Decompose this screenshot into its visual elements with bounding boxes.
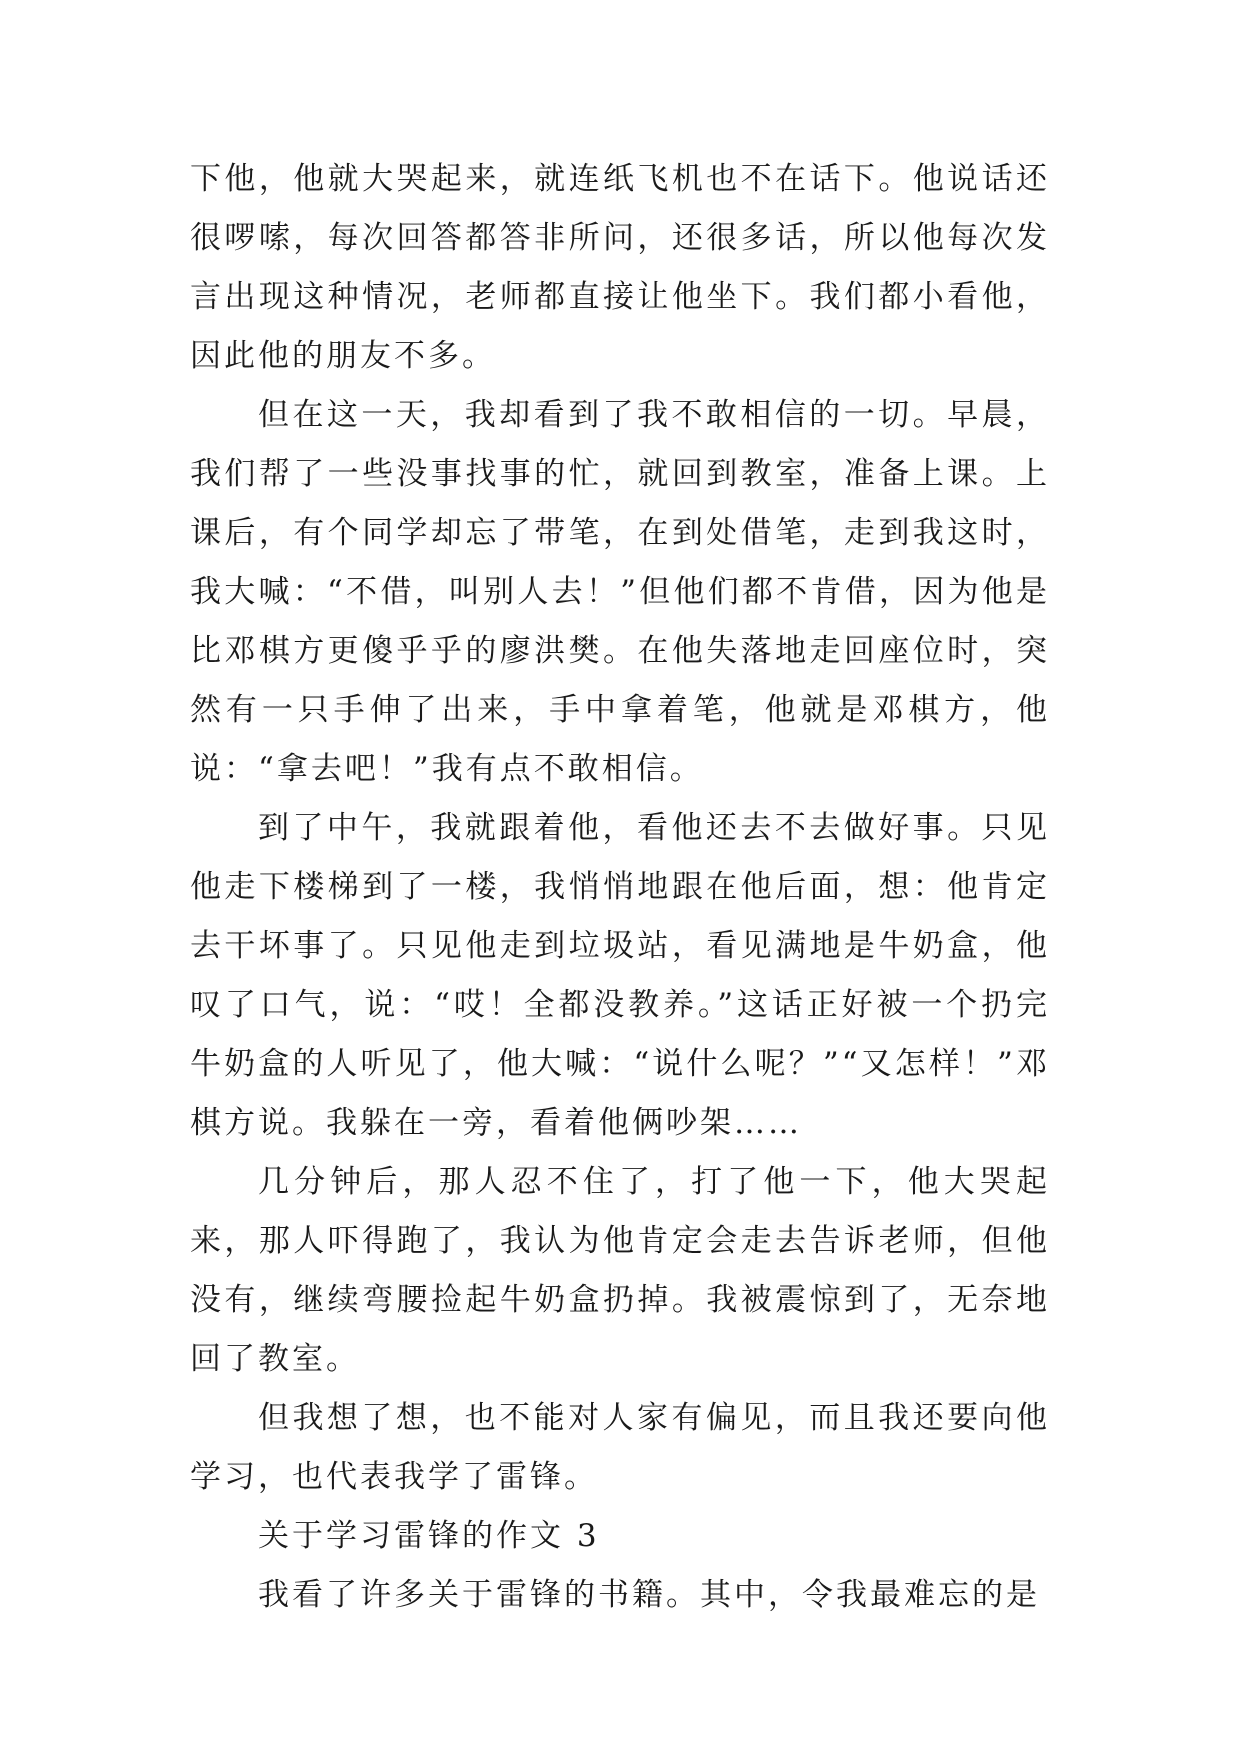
paragraph-3: 到了中午，我就跟着他，看他还去不去做好事。只见他走下楼梯到了一楼，我悄悄地跟在他后面，想：他肯定去干坏事了。只见他走到垃圾站，看见满地是牛奶盒，他叹了口气，说：“哎！全都没教养。”这话正好被一个扔完牛奶盒的人听见了，他大喊：“说什么呢？”“又怎样！”邓棋方说。我躲在一旁，看着他俩吵架……	[190, 810, 1050, 1141]
paragraph-2: 但在这一天，我却看到了我不敢相信的一切。早晨，我们帮了一些没事找事的忙，就回到教室，准备上课。上课后，有个同学却忘了带笔，在到处借笔，走到我这时，我大喊：“不借，叫别人去！”但他们都不肯借，因为他是比邓棋方更傻乎乎的廖洪樊。在他失落地走回座位时，突然有一只手伸了出来，手中拿着笔，他就是邓棋方，他说：“拿去吧！”我有点不敢相信。	[190, 397, 1050, 787]
section-heading: 关于学习雷锋的作文 3	[258, 1518, 600, 1554]
paragraph-6: 我看了许多关于雷锋的书籍。其中，令我最难忘的是	[258, 1577, 1040, 1613]
paragraph-5: 但我想了想，也不能对人家有偏见，而且我还要向他学习，也代表我学了雷锋。	[190, 1400, 1050, 1495]
paragraph-4: 几分钟后，那人忍不住了，打了他一下，他大哭起来，那人吓得跑了，我认为他肯定会走去告诉老师，但他没有，继续弯腰捡起牛奶盒扔掉。我被震惊到了，无奈地回了教室。	[190, 1164, 1050, 1377]
paragraph-1: 下他，他就大哭起来，就连纸飞机也不在话下。他说话还很啰嗦，每次回答都答非所问，还很多话，所以他每次发言出现这种情况，老师都直接让他坐下。我们都小看他，因此他的朋友不多。	[190, 161, 1050, 374]
document-body	[190, 150, 1050, 1625]
